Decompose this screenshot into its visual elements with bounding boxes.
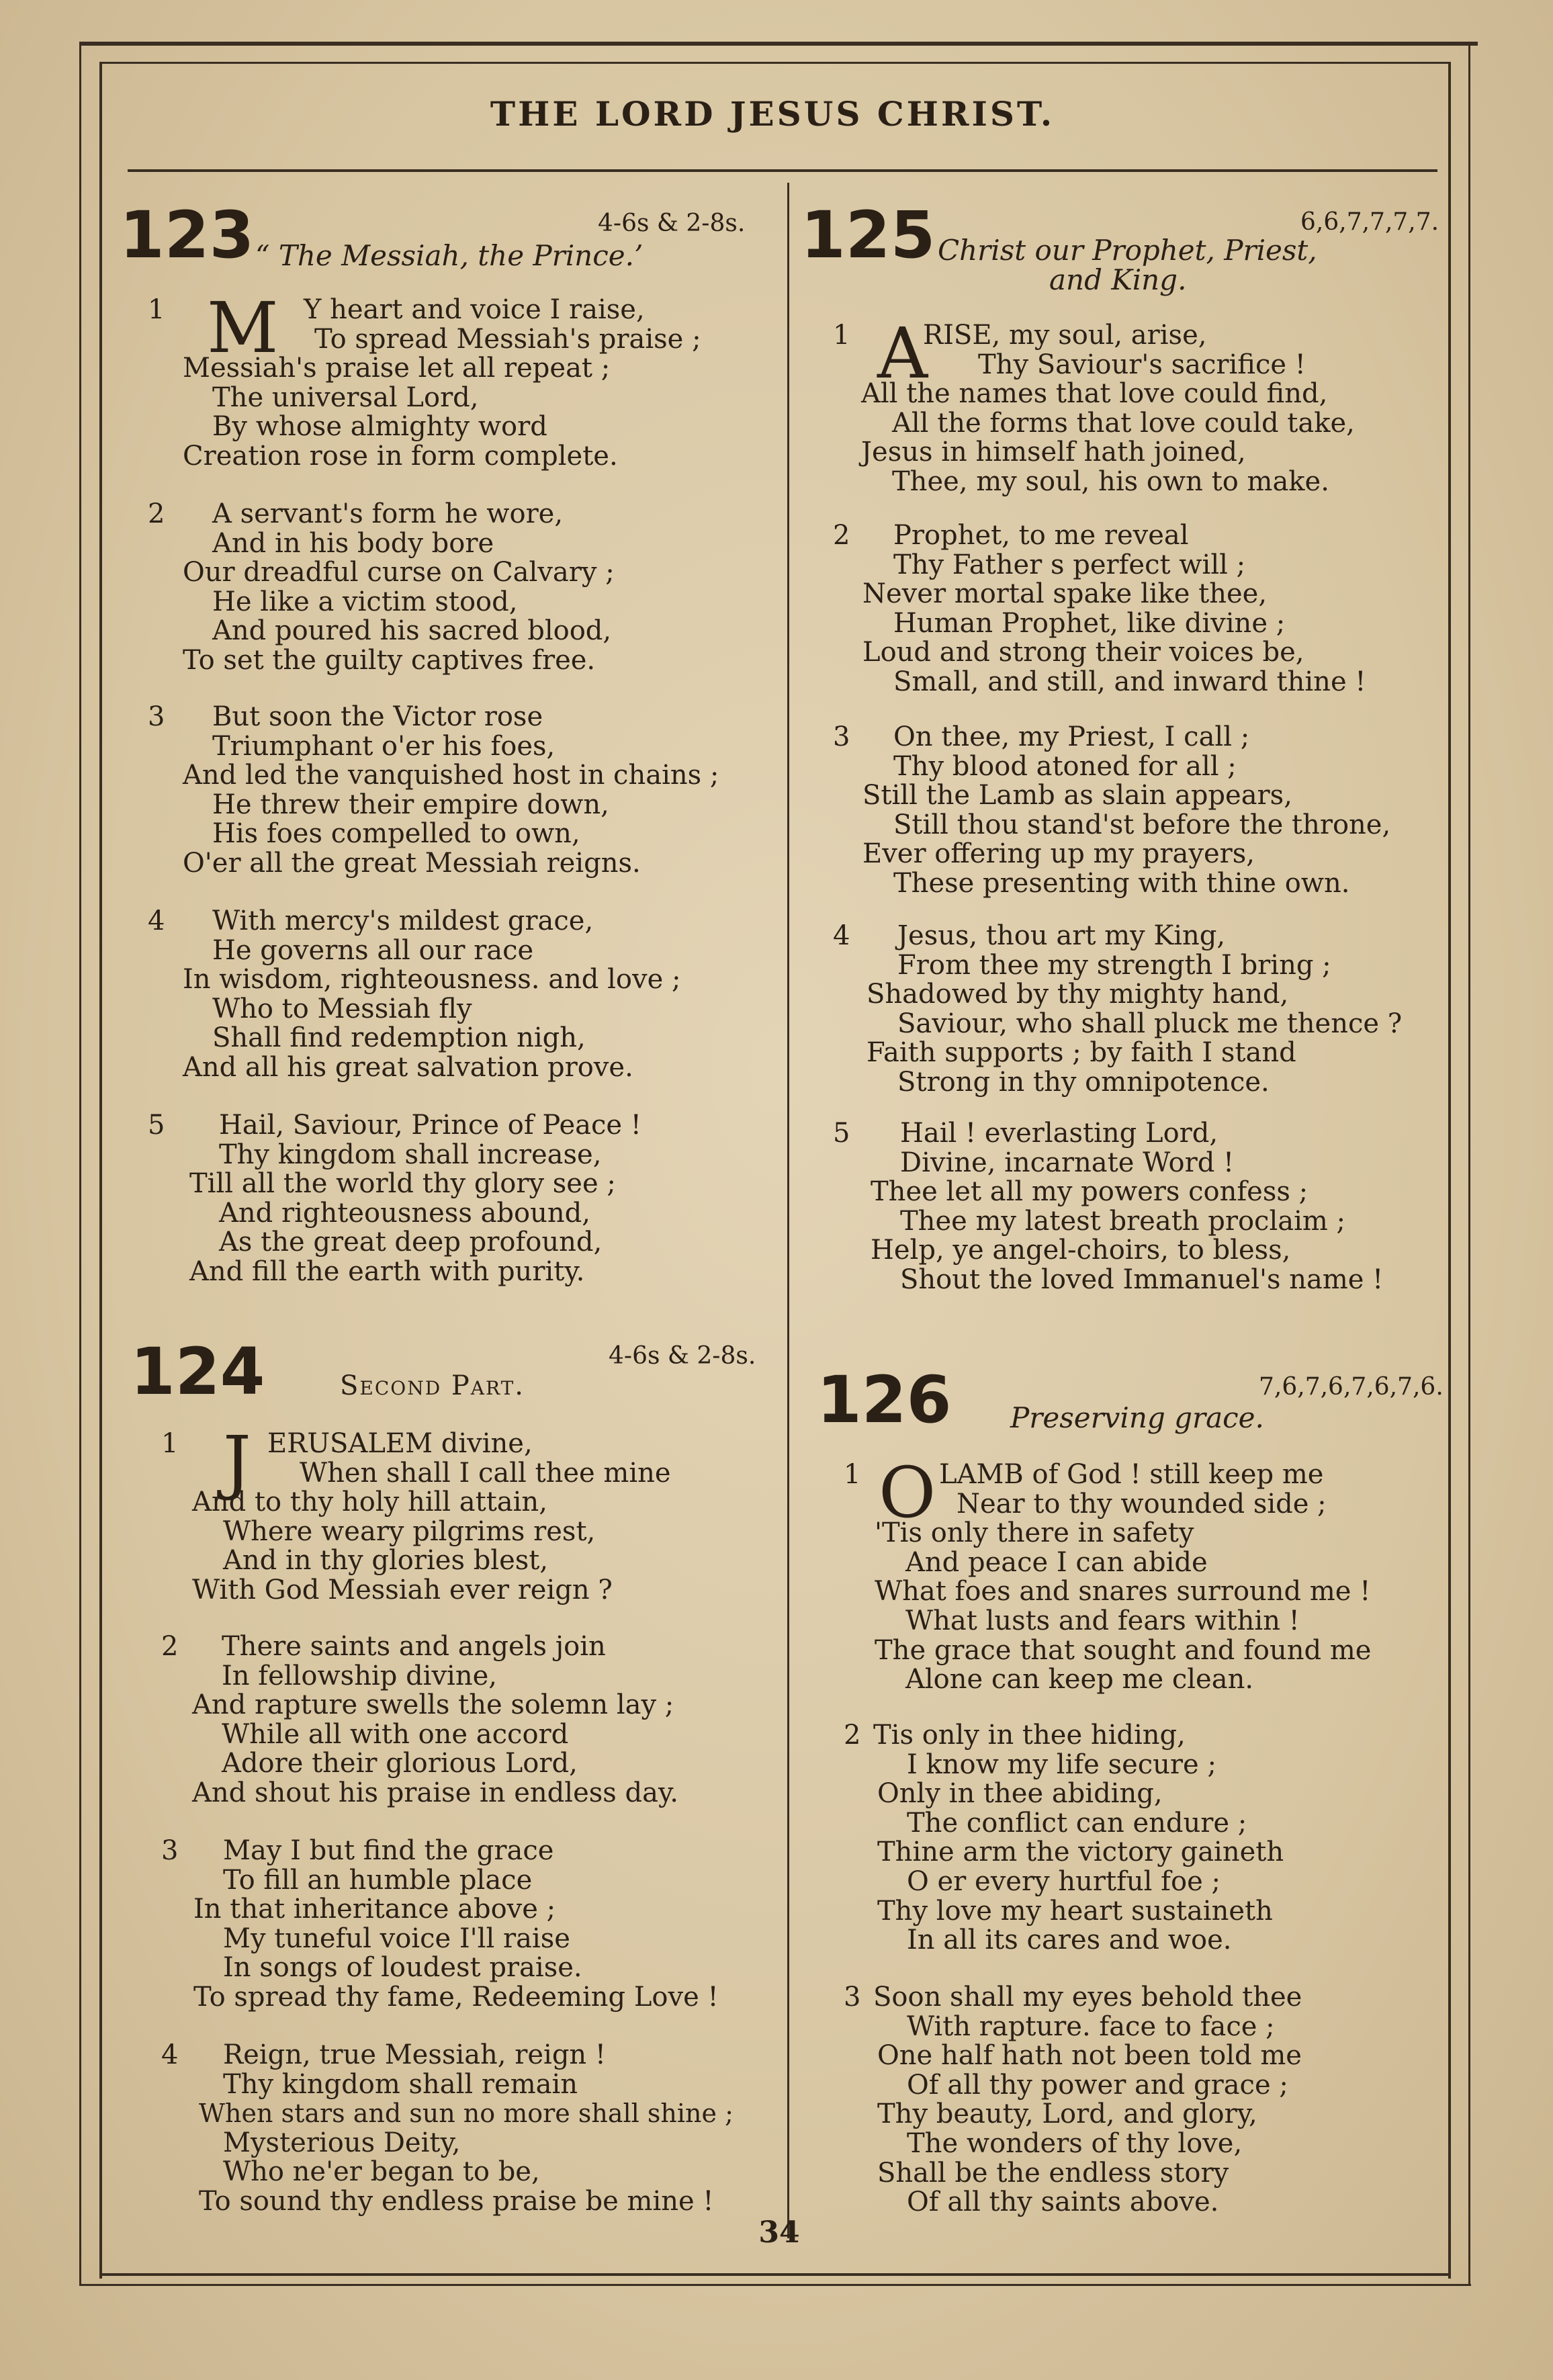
verse-number: 4 <box>148 906 165 936</box>
verse-line: Thy Father s perfect will ; <box>893 549 1246 580</box>
verse-line: Reign, true Messiah, reign ! <box>223 2039 606 2070</box>
verse-line: Hail ! everlasting Lord, <box>900 1118 1218 1149</box>
hymn-124-verse-3 <box>161 1837 779 2013</box>
verse-line: What foes and snares surround me ! <box>875 1576 1371 1607</box>
verse-line: In all its cares and woe. <box>907 1925 1232 1956</box>
verse-line: Still the Lamb as slain appears, <box>862 780 1292 811</box>
verse-number: 1 <box>844 1459 861 1490</box>
verse-line: Of all thy saints above. <box>907 2187 1219 2218</box>
verse-line: A servant's form he wore, <box>212 498 564 529</box>
verse-line: Jesus in himself hath joined, <box>861 437 1246 468</box>
verse-line: Tis only in thee hiding, <box>873 1720 1186 1751</box>
verse-line: Thine arm the victory gaineth <box>877 1837 1284 1868</box>
verse-line: Thy kingdom shall increase, <box>219 1139 602 1170</box>
verse-line: To spread Messiah's praise ; <box>314 323 701 355</box>
verse-line: The conflict can endure ; <box>907 1807 1247 1839</box>
verse-line: Saviour, who shall pluck me thence ? <box>897 1008 1403 1039</box>
verse-line: 'Tis only there in safety <box>875 1517 1194 1549</box>
verse-number: 5 <box>833 1118 850 1149</box>
column-divider <box>787 183 789 2238</box>
hymn-126-meter: 7,6,7,6,7,6,7,6. <box>1259 1373 1444 1401</box>
verse-line: Never mortal spake like thee, <box>862 578 1268 610</box>
verse-line: With rapture. face to face ; <box>907 2011 1275 2042</box>
frame-top-inner-rule <box>99 62 1450 64</box>
hymn-126-title: Preserving grace. <box>1010 1401 1264 1434</box>
verse-line: These presenting with thine own. <box>893 867 1350 899</box>
verse-line: RISE, my soul, arise, <box>923 320 1207 351</box>
hymn-126-verse-2 <box>844 1721 1448 1955</box>
verse-line: The wonders of thy love, <box>907 2127 1243 2159</box>
hymn-125-number: 125 <box>801 197 936 273</box>
verse-line: Shout the loved Immanuel's name ! <box>900 1264 1384 1295</box>
hymn-125-verse-4 <box>833 922 1451 1098</box>
verse-line: And shout his praise in endless day. <box>192 1777 678 1808</box>
hymn-124-subhead: Second Part. <box>340 1370 525 1401</box>
verse-line: As the great deep profound, <box>219 1227 603 1258</box>
head-rule <box>128 169 1437 172</box>
hymn-124-number: 124 <box>130 1334 265 1409</box>
hymn-123-verse-2 <box>148 500 766 676</box>
verse-line: Soon shall my eyes behold thee <box>873 1982 1302 2013</box>
hymn-123-verse-1 <box>148 287 766 472</box>
verse-line: Help, ye angel-choirs, to bless, <box>871 1235 1291 1266</box>
verse-line: And peace I can abide <box>905 1546 1208 1578</box>
verse-number: 3 <box>833 721 850 752</box>
verse-number: 3 <box>161 1835 179 1866</box>
verse-line: Where weary pilgrims rest, <box>223 1515 596 1547</box>
verse-line: Thee, my soul, his own to make. <box>892 466 1329 497</box>
drop-cap: O <box>879 1452 936 1534</box>
verse-line: The grace that sought and found me <box>875 1634 1372 1666</box>
frame-left-rule <box>99 62 102 2279</box>
hymn-125-meter: 6,6,7,7,7,7. <box>1300 208 1439 236</box>
hymn-123-verse-5 <box>148 1111 766 1287</box>
verse-number: 4 <box>833 920 850 951</box>
verse-line: Faith supports ; by faith I stand <box>867 1037 1296 1069</box>
verse-line: Jesus, thou art my King, <box>897 920 1226 951</box>
verse-number: 1 <box>148 294 165 325</box>
frame-right-outer-rule <box>1468 42 1470 2285</box>
verse-line: And poured his sacred blood, <box>212 615 612 647</box>
frame-bottom-outer-rule <box>79 2284 1471 2286</box>
verse-line: Thy blood atoned for all ; <box>893 750 1237 782</box>
verse-number: 1 <box>833 320 850 351</box>
verse-number: 2 <box>844 1720 861 1751</box>
verse-line: ERUSALEM divine, <box>267 1428 533 1459</box>
hymn-123-title: “ The Messiah, the Prince.’ <box>255 239 644 272</box>
hymn-124-verse-2 <box>161 1632 779 1808</box>
verse-line: Shadowed by thy mighty hand, <box>867 979 1289 1010</box>
hymn-123-meter: 4-6s & 2-8s. <box>598 210 746 237</box>
verse-line: To fill an humble place <box>223 1864 533 1896</box>
verse-line: Hail, Saviour, Prince of Peace ! <box>219 1110 641 1141</box>
verse-line: LAMB of God ! still keep me <box>939 1459 1324 1490</box>
verse-number: 3 <box>844 1982 861 2013</box>
verse-line: And fill the earth with purity. <box>189 1255 585 1287</box>
frame-top-rule <box>81 42 1478 46</box>
hymn-123-verse-4 <box>148 907 766 1083</box>
verse-line: Shall find redemption nigh, <box>212 1022 586 1054</box>
verse-line: May I but find the grace <box>223 1835 554 1866</box>
verse-line: Mysterious Deity, <box>223 2127 461 2158</box>
verse-line: Of all thy power and grace ; <box>907 2069 1288 2101</box>
frame-left-outer-rule <box>79 42 81 2285</box>
verse-line: Only in thee abiding, <box>877 1778 1163 1810</box>
hymn-125-verse-3 <box>833 723 1451 899</box>
verse-number: 2 <box>148 498 165 529</box>
verse-line: Ever offering up my prayers, <box>862 838 1255 870</box>
verse-line: With mercy's mildest grace, <box>212 906 594 936</box>
verse-line: Thee my latest breath proclaim ; <box>900 1205 1346 1237</box>
verse-line: Small, and still, and inward thine ! <box>893 666 1366 697</box>
drop-cap: A <box>877 312 928 394</box>
frame-bottom-rule <box>99 2273 1451 2276</box>
hymn-124-verse-4 <box>161 2041 786 2217</box>
verse-line: In songs of loudest praise. <box>223 1952 582 1984</box>
verse-line: And rapture swells the solemn lay ; <box>192 1689 674 1721</box>
verse-line: I know my life secure ; <box>907 1749 1216 1780</box>
hymn-123-number: 123 <box>120 197 255 273</box>
verse-line: Thy beauty, Lord, and glory, <box>877 2099 1257 2130</box>
running-head: THE LORD JESUS CHRIST. <box>490 94 1055 134</box>
verse-line: He threw their empire down, <box>212 789 609 820</box>
verse-line: Thee let all my powers confess ; <box>871 1176 1308 1208</box>
verse-line: Shall be the endless story <box>877 2157 1229 2189</box>
hymn-125-verse-5 <box>833 1119 1451 1295</box>
verse-line: Y heart and voice I raise, <box>304 294 645 325</box>
verse-line: Messiah's praise let all repeat ; <box>183 353 611 384</box>
verse-line: When shall I call thee mine <box>300 1457 671 1489</box>
verse-line: And in thy glories blest, <box>223 1545 549 1577</box>
verse-line: And led the vanquished host in chains ; <box>183 760 719 791</box>
verse-line: Thy kingdom shall remain <box>223 2068 578 2100</box>
verse-line: In that inheritance above ; <box>193 1894 556 1925</box>
verse-line: When stars and sun no more shall shine ; <box>199 2099 734 2129</box>
verse-line: In fellowship divine, <box>222 1660 497 1691</box>
verse-line: Strong in thy omnipotence. <box>897 1066 1270 1098</box>
page-number: 34 <box>758 2215 800 2250</box>
hymn-125-verse-2 <box>833 521 1451 697</box>
verse-line: Till all the world thy glory see ; <box>189 1168 616 1200</box>
verse-number: 2 <box>833 520 850 551</box>
verse-number: 5 <box>148 1110 165 1141</box>
verse-line: To sound thy endless praise be mine ! <box>199 2185 714 2217</box>
hymn-124-verse-1 <box>161 1421 779 1605</box>
verse-line: And righteousness abound, <box>219 1197 590 1229</box>
verse-number: 4 <box>161 2039 179 2070</box>
verse-number: 3 <box>148 701 165 732</box>
verse-line: What lusts and fears within ! <box>905 1605 1300 1636</box>
verse-line: Creation rose in form complete. <box>183 440 618 472</box>
verse-number: 2 <box>161 1631 179 1662</box>
verse-line: Alone can keep me clean. <box>905 1664 1254 1695</box>
hymn-126-verse-1 <box>844 1452 1448 1695</box>
verse-line: But soon the Victor rose <box>212 701 543 732</box>
verse-line: To set the guilty captives free. <box>183 644 596 676</box>
verse-line: In wisdom, righteousness. and love ; <box>183 964 681 996</box>
verse-line: O er every hurtful foe ; <box>907 1865 1221 1897</box>
hymn-123-verse-3 <box>148 703 779 879</box>
hymn-125-title-line2: and King. <box>1049 263 1187 296</box>
verse-line: Still thou stand'st before the throne, <box>893 809 1391 840</box>
verse-line: One half hath not been told me <box>877 2040 1302 2072</box>
verse-line: And in his body bore <box>212 527 494 559</box>
verse-line: And to thy holy hill attain, <box>192 1487 547 1518</box>
verse-line: Triumphant o'er his foes, <box>212 730 556 762</box>
verse-line: His foes compelled to own, <box>212 818 580 850</box>
verse-line: Adore their glorious Lord, <box>222 1748 578 1779</box>
verse-line: With God Messiah ever reign ? <box>192 1574 613 1605</box>
drop-cap: M <box>207 287 279 369</box>
verse-line: My tuneful voice I'll raise <box>223 1923 570 1954</box>
verse-line: Human Prophet, like divine ; <box>893 607 1286 639</box>
verse-line: Thy love my heart sustaineth <box>877 1895 1273 1927</box>
hymn-124-meter: 4-6s & 2-8s. <box>609 1342 756 1370</box>
verse-line: Who ne'er began to be, <box>223 2156 540 2188</box>
hymn-126-number: 126 <box>817 1362 952 1438</box>
verse-line: He governs all our race <box>212 934 534 966</box>
verse-line: All the forms that love could take, <box>892 407 1355 439</box>
verse-line: While all with one accord <box>222 1718 569 1750</box>
verse-line: Our dreadful curse on Calvary ; <box>183 557 615 588</box>
verse-number: 1 <box>161 1428 179 1459</box>
verse-line: The universal Lord, <box>212 382 479 413</box>
verse-line: To spread thy fame, Redeeming Love ! <box>193 1981 719 2013</box>
verse-line: Near to thy wounded side ; <box>957 1488 1327 1519</box>
hymn-125-title: Christ our Prophet, Priest, <box>938 234 1317 267</box>
drop-cap: J <box>223 1421 251 1503</box>
verse-line: From thee my strength I bring ; <box>897 949 1331 981</box>
verse-line: Thy Saviour's sacrifice ! <box>978 349 1306 380</box>
verse-line: O'er all the great Messiah reigns. <box>183 847 641 879</box>
verse-line: Loud and strong their voices be, <box>862 637 1304 668</box>
verse-line: By whose almighty word <box>212 411 547 443</box>
verse-line: Prophet, to me reveal <box>893 520 1189 551</box>
verse-line: Divine, incarnate Word ! <box>900 1147 1235 1178</box>
verse-line: And all his great salvation prove. <box>183 1051 633 1083</box>
verse-line: On thee, my Priest, I call ; <box>893 721 1250 752</box>
hymn-126-verse-3 <box>844 1983 1448 2217</box>
hymn-125-verse-1 <box>833 312 1451 497</box>
verse-line: There saints and angels join <box>222 1631 606 1662</box>
verse-line: Who to Messiah fly <box>212 993 472 1024</box>
verse-line: He like a victim stood, <box>212 586 518 617</box>
verse-line: All the names that love could find, <box>861 378 1328 410</box>
